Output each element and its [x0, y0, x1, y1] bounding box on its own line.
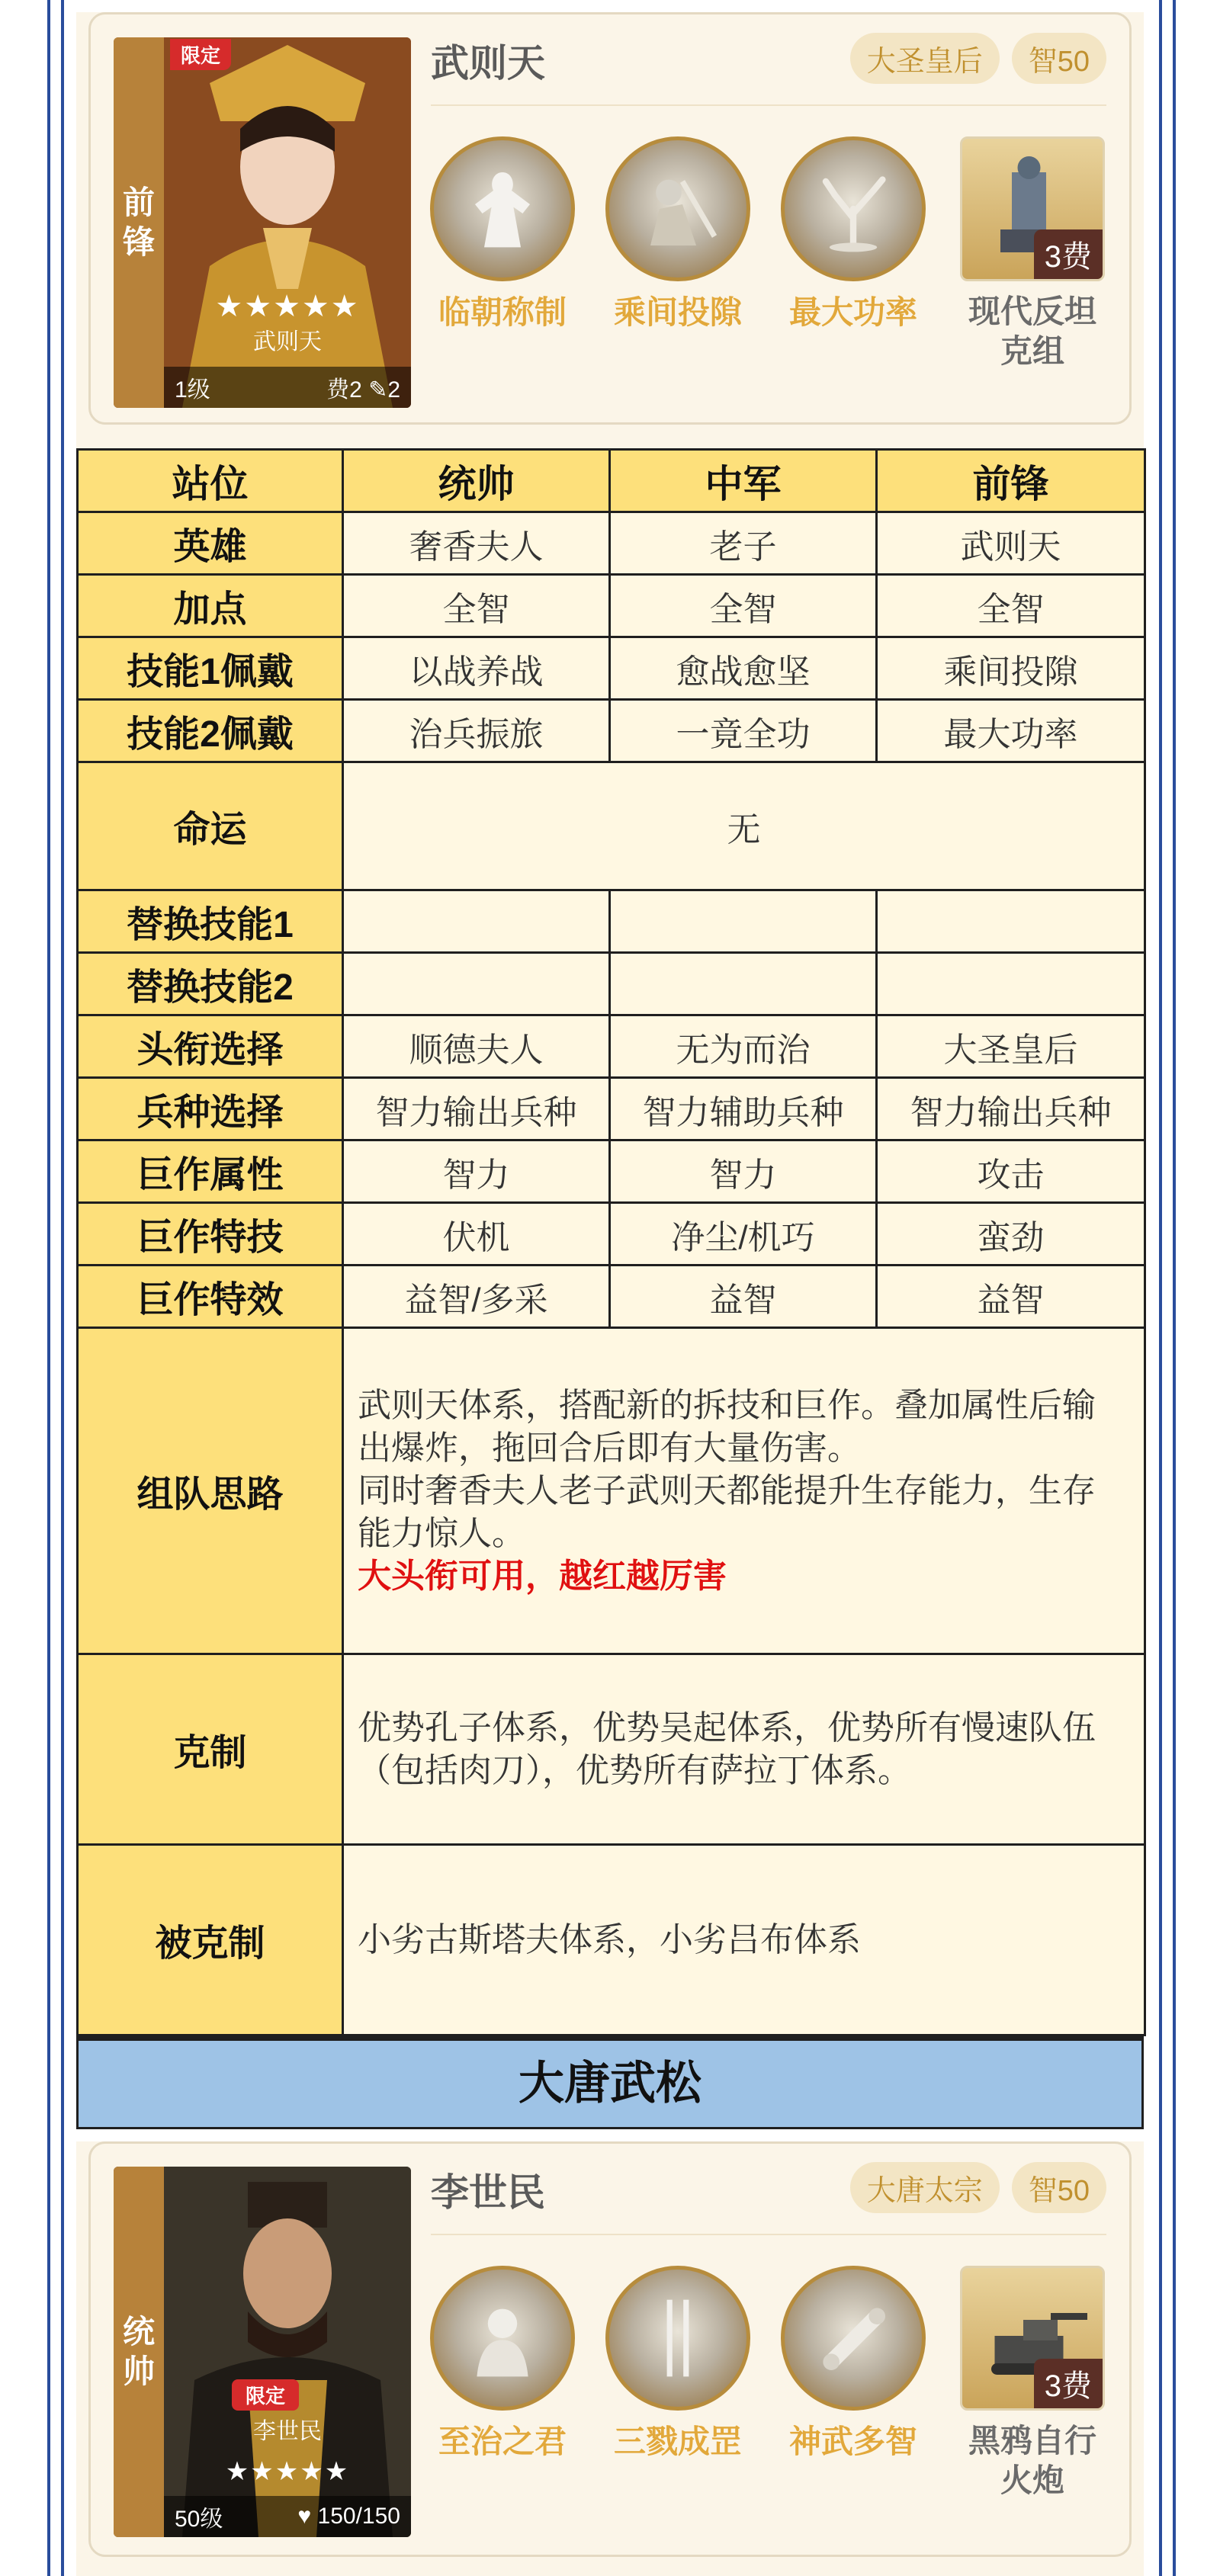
table-cell: 净尘/机巧	[610, 1203, 877, 1266]
hero-card-panel[interactable]	[88, 12, 1132, 425]
card-divider	[431, 2234, 1106, 2235]
skill-item[interactable]	[602, 136, 754, 332]
strategy-line: 出爆炸，拖回合后即有大量伤害。	[358, 1429, 861, 1467]
skill-label: 乘间投隙	[613, 294, 742, 330]
position-char: 前	[122, 184, 155, 220]
table-cell	[877, 953, 1145, 1015]
table-cell: 愈战愈坚	[610, 637, 877, 700]
table-row-title	[78, 1015, 1145, 1078]
equipment-label-line: 火炮	[1000, 2462, 1064, 2498]
table-row-points	[78, 575, 1145, 637]
table-header-cell: 前锋	[877, 450, 1145, 512]
table-cell: 一竟全功	[610, 700, 877, 762]
table-cell: 奢香夫人	[343, 512, 610, 575]
hero-tags	[850, 33, 1106, 84]
table-cell: 武则天	[877, 512, 1145, 575]
hero-name: 武则天	[431, 42, 545, 85]
table-row-strategy	[78, 1328, 1145, 1654]
counter-text	[343, 1654, 1145, 1845]
equipment-artillery-icon	[960, 2266, 1105, 2411]
skill-label: 最大功率	[788, 294, 917, 330]
table-header-cell: 中军	[610, 450, 877, 512]
table-cell: 最大功率	[877, 700, 1145, 762]
table-cell: 治兵振旅	[343, 700, 610, 762]
hero-portrait[interactable]	[114, 37, 411, 408]
table-cell: 益智	[877, 1266, 1145, 1328]
portrait-footer	[164, 367, 411, 408]
strategy-line: 武则天体系，搭配新的拆技和巨作。叠加属性后输	[358, 1386, 1096, 1424]
row-label: 头衔选择	[78, 1015, 343, 1078]
table-row-fate	[78, 762, 1145, 890]
table-row-effect	[78, 1266, 1145, 1328]
table-cell	[343, 953, 610, 1015]
table-cell: 智力输出兵种	[343, 1078, 610, 1140]
hero-card-lishimin	[76, 2141, 1144, 2576]
skill-sage-icon	[430, 2266, 575, 2411]
frame-border-left-outer	[47, 0, 50, 2576]
feather-icon: ✎	[368, 377, 388, 403]
skill-row	[426, 2266, 1114, 2525]
skill-label: 三戮成罡	[613, 2424, 742, 2459]
hero-cost	[326, 371, 400, 404]
row-label: 巨作属性	[78, 1140, 343, 1203]
hero-hp	[297, 2504, 400, 2529]
strategy-line: 能力惊人。	[358, 1514, 525, 1552]
strategy-highlight: 大头衔可用，越红越厉害	[358, 1557, 727, 1595]
skill-item[interactable]	[777, 136, 929, 332]
hero-card-wuzetian	[76, 12, 1144, 448]
equipment-tank-icon	[960, 136, 1105, 281]
table-header-cell: 站位	[78, 450, 343, 512]
table-cell	[610, 953, 877, 1015]
table-row-skill1	[78, 637, 1145, 700]
table-header-cell: 统帅	[343, 450, 610, 512]
title-tag: 大圣皇后	[850, 33, 1000, 84]
row-label: 技能1佩戴	[78, 637, 343, 700]
skill-warrior-icon	[605, 136, 750, 281]
position-char: 统	[122, 2314, 155, 2350]
position-badge	[114, 2167, 164, 2537]
hero-tags	[850, 2162, 1106, 2213]
stat-tag: 智50	[1012, 33, 1106, 84]
skill-item[interactable]	[777, 2266, 929, 2461]
equipment-label-line: 黑鸦自行	[968, 2423, 1096, 2459]
frame-border-right-outer	[1173, 0, 1176, 2576]
equipment-label	[952, 292, 1112, 371]
row-label: 技能2佩戴	[78, 700, 343, 762]
table-row-hero	[78, 512, 1145, 575]
row-label: 组队思路	[78, 1328, 343, 1654]
skill-tree-icon	[781, 136, 926, 281]
section-title: 大唐武松	[76, 2036, 1144, 2129]
position-char: 锋	[122, 224, 155, 260]
table-cell	[610, 890, 877, 953]
equipment-cost: 3费	[1034, 229, 1103, 279]
row-label: 英雄	[78, 512, 343, 575]
table-row-special	[78, 1203, 1145, 1266]
position-badge	[114, 37, 164, 408]
cost-value-2: 2	[387, 377, 400, 403]
table-cell: 益智	[610, 1266, 877, 1328]
hp-value: 150/150	[317, 2504, 400, 2529]
table-cell: 无	[343, 762, 1145, 890]
table-cell: 全智	[610, 575, 877, 637]
star-rating: ★★★★★	[225, 2457, 350, 2486]
table-cell	[877, 890, 1145, 953]
title-tag: 大唐太宗	[850, 2162, 1000, 2213]
table-cell: 智力输出兵种	[877, 1078, 1145, 1140]
row-label: 替换技能2	[78, 953, 343, 1015]
cost-value: 费2	[326, 377, 362, 403]
skill-item[interactable]	[602, 2266, 754, 2461]
table-cell: 顺德夫人	[343, 1015, 610, 1078]
hero-level: 50级	[175, 2507, 223, 2532]
hero-card-panel[interactable]	[88, 2141, 1132, 2557]
equipment-label-line: 克组	[1000, 333, 1064, 369]
table-cell: 蛮劲	[877, 1203, 1145, 1266]
skill-label: 神武多智	[788, 2424, 917, 2459]
table-cell: 无为而治	[610, 1015, 877, 1078]
skill-scroll-icon	[781, 2266, 926, 2411]
table-header-row	[78, 450, 1145, 512]
countered-text: 小劣古斯塔夫体系，小劣吕布体系	[343, 1845, 1145, 2035]
skill-item[interactable]	[426, 136, 579, 332]
table-cell: 伏机	[343, 1203, 610, 1266]
equipment-label	[952, 2421, 1112, 2501]
strategy-text	[343, 1328, 1145, 1654]
table-cell	[343, 890, 610, 953]
equipment-item[interactable]	[952, 2266, 1112, 2501]
table-cell: 大圣皇后	[877, 1015, 1145, 1078]
stat-tag: 智50	[1012, 2162, 1106, 2213]
table-row-skill2	[78, 700, 1145, 762]
lineup-content	[76, 0, 1144, 2576]
skill-robe-icon	[430, 136, 575, 281]
table-cell: 乘间投隙	[877, 637, 1145, 700]
star-rating: ★★★★★	[215, 290, 360, 323]
table-cell: 老子	[610, 512, 877, 575]
heart-icon: ♥	[297, 2504, 312, 2529]
hero-portrait[interactable]	[114, 2167, 411, 2537]
counter-line: 优势孔子体系，优势吴起体系，优势所有慢速队伍	[358, 1708, 1096, 1747]
row-label: 替换技能1	[78, 890, 343, 953]
equipment-label-line: 现代反坦	[968, 294, 1096, 329]
hero-name: 李世民	[431, 2171, 545, 2214]
counter-line: （包括肉刀），优势所有萨拉丁体系。	[358, 1751, 911, 1789]
table-cell: 智力辅助兵种	[610, 1078, 877, 1140]
table-row-alt1	[78, 890, 1145, 953]
skill-swords-icon	[605, 2266, 750, 2411]
table-cell: 智力	[610, 1140, 877, 1203]
table-cell: 以战养战	[343, 637, 610, 700]
skill-item[interactable]	[426, 2266, 579, 2461]
equipment-cost: 3费	[1034, 2359, 1103, 2408]
portrait-name: 李世民	[253, 2419, 322, 2444]
table-cell: 益智/多采	[343, 1266, 610, 1328]
row-label: 巨作特效	[78, 1266, 343, 1328]
table-row-troop	[78, 1078, 1145, 1140]
table-row-counter	[78, 1654, 1145, 1845]
row-label: 被克制	[78, 1845, 343, 2035]
table-cell: 智力	[343, 1140, 610, 1203]
row-label: 命运	[78, 762, 343, 890]
limited-badge: 限定	[170, 39, 231, 70]
position-char: 帅	[122, 2353, 155, 2389]
equipment-item[interactable]	[952, 136, 1112, 371]
lineup-table	[76, 448, 1146, 2036]
table-cell: 全智	[877, 575, 1145, 637]
frame-border-right-inner	[1159, 0, 1162, 2576]
skill-label: 至治之君	[438, 2424, 567, 2459]
limited-badge: 限定	[232, 2379, 299, 2411]
portrait-name: 武则天	[253, 329, 322, 354]
row-label: 兵种选择	[78, 1078, 343, 1140]
table-row-alt2	[78, 953, 1145, 1015]
card-divider	[431, 104, 1106, 106]
skill-label: 临朝称制	[438, 294, 567, 330]
table-cell: 攻击	[877, 1140, 1145, 1203]
table-cell: 全智	[343, 575, 610, 637]
hero-level: 1级	[175, 377, 210, 403]
row-label: 加点	[78, 575, 343, 637]
frame-border-left-inner	[61, 0, 64, 2576]
row-label: 克制	[78, 1654, 343, 1845]
skill-row	[426, 136, 1114, 396]
table-row-countered	[78, 1845, 1145, 2035]
row-label: 巨作特技	[78, 1203, 343, 1266]
table-row-attr	[78, 1140, 1145, 1203]
portrait-footer	[164, 2496, 411, 2537]
strategy-line: 同时奢香夫人老子武则天都能提升生存能力，生存	[358, 1471, 1096, 1509]
